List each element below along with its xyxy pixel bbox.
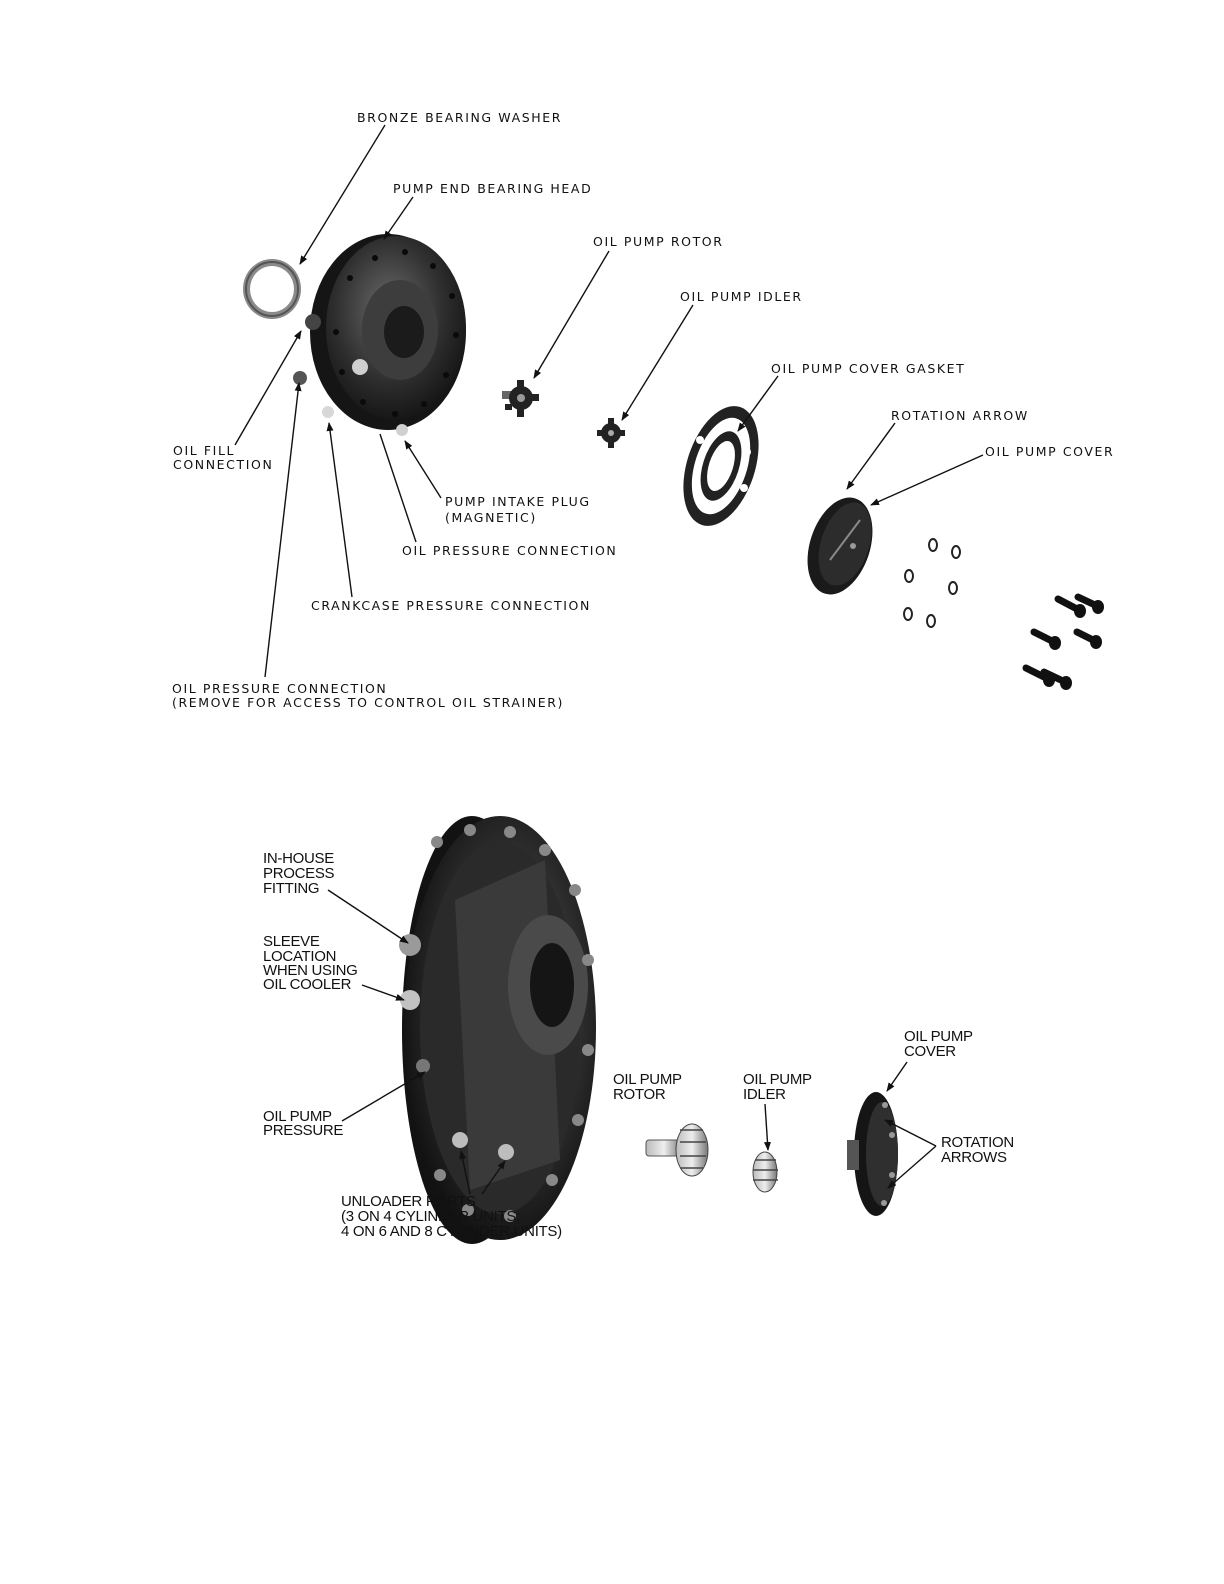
label-pump-end-bearing-head: PUMP END BEARING HEAD [393,181,593,196]
label-unloader-line1: UNLOADER PORTS [341,1193,476,1210]
bolts-part [1026,597,1104,690]
label-in-house-line3: FITTING [263,880,320,897]
label-oil-pressure-connection: OIL PRESSURE CONNECTION [402,543,618,558]
oil-pump-rotor-part-2 [646,1124,708,1176]
label-oil-fill-line1: OIL FILL [173,443,236,458]
label-rotor-line2: ROTOR [613,1086,666,1103]
label-unloader-line3: 4 ON 6 AND 8 CYLINDER UNITS) [341,1223,562,1240]
label-bronze-bearing-washer: BRONZE BEARING WASHER [357,110,563,125]
label-idler-line2: IDLER [743,1086,786,1103]
label-sleeve-line4: OIL COOLER [263,976,352,993]
label-cover-line1: OIL PUMP [904,1028,973,1045]
label-in-house-line1: IN-HOUSE [263,850,334,867]
bearing-head-casting-part [399,816,596,1244]
label-oil-pump-cover: OIL PUMP COVER [985,444,1115,459]
label-oil-pump-cover-gasket: OIL PUMP COVER GASKET [771,361,966,376]
label-rotation-arrows-line2: ARROWS [941,1149,1007,1166]
label-idler-line1: OIL PUMP [743,1071,812,1088]
label-in-house-line2: PROCESS [263,865,335,882]
label-oil-pump-pressure-line2: PRESSURE [263,1122,344,1139]
label-rotor-line1: OIL PUMP [613,1071,682,1088]
oil-pump-cover-gasket-part [670,397,773,536]
washers-part [904,539,960,627]
label-oil-pressure-strainer-line1: OIL PRESSURE CONNECTION [172,681,388,696]
oil-pump-cover-part [796,489,884,603]
label-rotation-arrow: ROTATION ARROW [891,408,1029,423]
label-sleeve-line3: WHEN USING [263,962,358,979]
bottom-labels [263,850,1014,1240]
label-oil-pressure-strainer-line2: (REMOVE FOR ACCESS TO CONTROL OIL STRAINER) [172,695,565,710]
label-sleeve-line2: LOCATION [263,948,337,965]
label-pump-intake-plug-line1: PUMP INTAKE PLUG [445,494,591,509]
label-crankcase-pressure-connection: CRANKCASE PRESSURE CONNECTION [311,598,591,613]
label-oil-pump-rotor: OIL PUMP ROTOR [593,234,724,249]
bronze-bearing-washer-part [243,259,301,319]
label-cover-line2: COVER [904,1043,956,1060]
oil-pump-idler-part [597,418,625,448]
top-figure [172,110,1114,710]
label-oil-pump-pressure-line1: OIL PUMP [263,1108,332,1125]
oil-pump-rotor-part [502,380,539,417]
label-sleeve-line1: SLEEVE [263,933,320,950]
label-oil-fill-line2: CONNECTION [173,457,274,472]
label-rotation-arrows-line1: ROTATION [941,1134,1014,1151]
bottom-figure [263,816,1014,1244]
label-oil-pump-idler: OIL PUMP IDLER [680,289,803,304]
top-labels [172,110,1114,710]
label-pump-intake-plug-line2: (MAGNETIC) [445,510,537,525]
pump-end-bearing-head-part [293,234,466,436]
label-unloader-line2: (3 ON 4 CYLINDER UNITS; [341,1208,520,1225]
oil-pump-cover-part-2 [847,1092,898,1216]
oil-pump-idler-part-2 [753,1152,778,1192]
